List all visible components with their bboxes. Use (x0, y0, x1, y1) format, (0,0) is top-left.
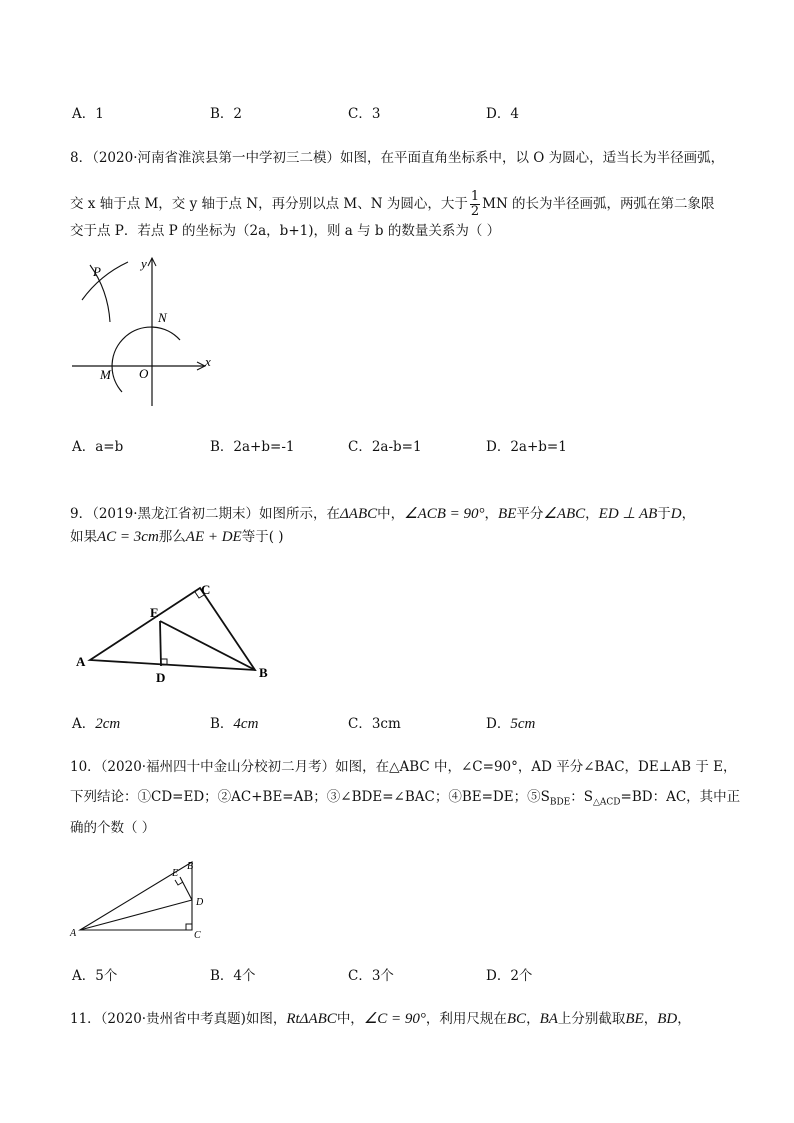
q8-line2 (70, 190, 715, 219)
label-e: E (150, 605, 159, 620)
option-a[interactable]: A．a=b (72, 439, 124, 455)
option-a[interactable] (72, 712, 120, 733)
label-d: D (156, 670, 166, 685)
option-c[interactable]: C．3 (348, 106, 381, 122)
option-c[interactable]: C．2a-b=1 (348, 439, 422, 455)
t: ：S (570, 789, 593, 805)
m: ∠ABC (543, 506, 586, 522)
q11-line1 (70, 1010, 691, 1028)
label-b: B (259, 665, 268, 680)
q9-line1 (70, 505, 695, 523)
m: BC (506, 1011, 527, 1027)
q10-line2 (70, 788, 740, 812)
label-o: O (139, 366, 149, 381)
m: 4cm (233, 716, 259, 732)
m: ED ⊥ AB (598, 506, 658, 522)
q9-line2 (70, 528, 284, 546)
t: 如果 (70, 529, 97, 545)
sub: △ACD (593, 797, 621, 808)
q8-line1: 8．（2020·河南省淮滨县第一中学初三二模）如图，在平面直角坐标系中，以 O 为圆心，适当长为半径画弧， (70, 150, 725, 166)
label-e: E (172, 868, 179, 879)
t: ， (526, 1011, 540, 1027)
t: 那么 (158, 529, 186, 545)
label-x: x (205, 354, 211, 369)
q8-line2-text2: MN 的长为半径画弧，两弧在第二象限 (482, 196, 715, 212)
sub: BDE (549, 797, 571, 808)
t: B． (210, 716, 234, 732)
option-d[interactable]: D．2个 (486, 968, 533, 984)
t: 下列结论：①CD=ED；②AC+BE=AB；③∠BDE=∠BAC；④BE=DE；⑤S (70, 789, 550, 805)
m: BE (498, 506, 517, 522)
m: RtΔABC (286, 1011, 337, 1027)
option-a[interactable]: A．1 (72, 106, 104, 122)
m: ∠C = 90° (363, 1011, 426, 1027)
t: 11．（2020·贵州省中考真题)如图， (70, 1011, 287, 1027)
m: 5cm (510, 716, 536, 732)
q10-line3: 确的个数（ ） (70, 820, 156, 836)
option-b[interactable]: B．2 (210, 106, 243, 122)
label-d: D (196, 897, 204, 908)
label-c: C (194, 930, 201, 941)
m: 2cm (95, 716, 121, 732)
t: 平分 (516, 506, 544, 522)
option-c[interactable] (348, 712, 401, 732)
option-b[interactable]: B．4个 (210, 968, 256, 984)
option-d[interactable]: D．4 (486, 106, 519, 122)
fraction-half (470, 190, 480, 219)
t: 中， (377, 506, 405, 522)
t: 等于( ) (241, 529, 284, 545)
option-c[interactable]: C．3个 (348, 968, 394, 984)
label-y: y (141, 256, 147, 271)
t: D． (486, 716, 511, 732)
frac-den: 2 (470, 204, 480, 219)
m: BE (625, 1011, 644, 1027)
t: ， (677, 1011, 691, 1027)
label-m: M (100, 367, 111, 382)
label-c: C (201, 582, 211, 597)
m: AE + DE (185, 529, 242, 545)
t: 9．（2019·黑龙江省初二期末）如图所示，在 (70, 506, 340, 522)
label-a: A (76, 654, 86, 669)
t: ， (484, 506, 499, 522)
t: ， (643, 1011, 658, 1027)
label-a: A (70, 928, 77, 939)
t: ，利用尺规在 (425, 1011, 507, 1027)
m: BD (657, 1011, 678, 1027)
t: 于 (657, 506, 671, 522)
t: 3cm (371, 716, 401, 732)
m: BA (539, 1011, 558, 1027)
label-b: B (187, 861, 194, 872)
option-b[interactable] (210, 712, 258, 733)
q8-line3: 交于点 P．若点 P 的坐标为（2a，b+1)，则 a 与 b 的数量关系为（ ） (70, 223, 501, 239)
t: A． (72, 716, 96, 732)
option-d[interactable]: D．2a+b=1 (486, 439, 567, 455)
frac-num: 1 (470, 189, 480, 204)
label-p: P (93, 264, 101, 279)
q8-line2-text: 交 x 轴于点 M，交 y 轴于点 N，再分别以点 M、N 为圆心，大于 (70, 196, 468, 212)
t: 中， (336, 1011, 364, 1027)
m: AC = 3cm (97, 529, 159, 545)
t: C． (348, 716, 372, 732)
option-d[interactable] (486, 712, 535, 733)
q10-line1: 10．（2020·福州四十中金山分校初二月考）如图，在△ABC 中，∠C=90°，AD 平分∠BAC，DE⊥AB 于 E， (70, 759, 737, 775)
label-n: N (158, 310, 167, 325)
option-a[interactable]: A．5个 (72, 968, 118, 984)
m: ΔABC (340, 506, 378, 522)
t: ， (681, 506, 696, 522)
m: ∠ACB = 90° (404, 506, 485, 522)
m: D (670, 506, 682, 522)
t: ， (585, 506, 599, 522)
t: =BD：AC，其中正 (620, 789, 741, 805)
t: 上分别截取 (557, 1011, 626, 1027)
option-b[interactable]: B．2a+b=-1 (210, 439, 295, 455)
